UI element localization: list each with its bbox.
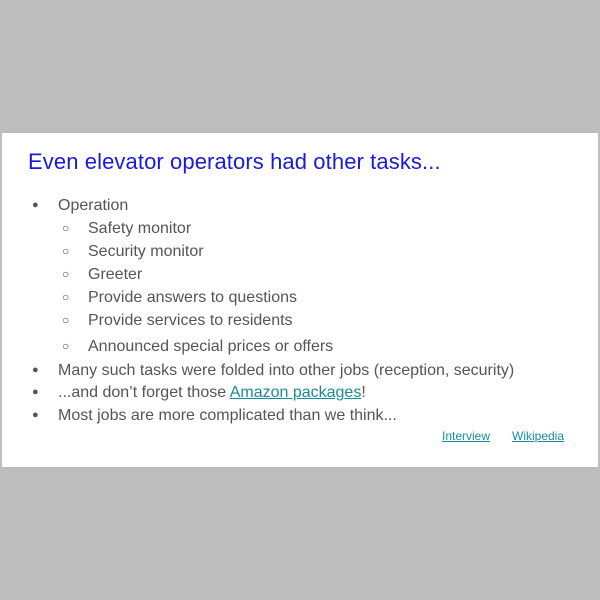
interview-link[interactable]: Interview (442, 429, 491, 443)
sub-item-safety-monitor (62, 220, 191, 238)
bullet-text: Many such tasks were folded into other jobs (reception, security) (58, 362, 515, 379)
sub-item-special-prices (62, 338, 333, 356)
hollow-bullet-icon: ○ (62, 313, 70, 327)
bullet-item-operation (32, 197, 128, 215)
bullet-icon: ● (32, 364, 39, 376)
sub-item-greeter (62, 266, 142, 284)
bullet-icon: ● (32, 199, 39, 211)
sub-item-answers (62, 289, 297, 307)
bullet-icon: ● (32, 386, 39, 398)
bullet-text: Most jobs are more complicated than we think... (58, 407, 397, 424)
bullet-icon: ● (32, 409, 39, 421)
hollow-bullet-icon: ○ (62, 290, 70, 304)
sub-item-text: Safety monitor (88, 220, 192, 237)
hollow-bullet-icon: ○ (62, 221, 70, 235)
hollow-bullet-icon: ○ (62, 244, 70, 258)
hollow-bullet-icon: ○ (62, 267, 70, 281)
bullet-text-before-link: ...and don’t forget those (58, 384, 230, 401)
sub-item-text: Greeter (88, 266, 143, 283)
slide-title: Even elevator operators had other tasks... (28, 149, 441, 174)
sub-item-services (62, 312, 293, 330)
slide (2, 133, 598, 467)
sub-item-text: Provide services to residents (88, 312, 293, 329)
sub-item-text: Provide answers to questions (88, 289, 297, 306)
amazon-packages-link[interactable]: Amazon packages (229, 384, 362, 401)
sub-item-text: Announced special prices or offers (88, 338, 334, 355)
bullet-item-amazon (32, 384, 366, 402)
sub-item-text: Security monitor (88, 243, 204, 260)
hollow-bullet-icon: ○ (62, 339, 70, 353)
bullet-item-folded-tasks (32, 362, 514, 380)
sub-item-security-monitor (62, 243, 204, 261)
bullet-item-complicated-jobs (32, 407, 397, 425)
bullet-text-after-link: ! (361, 384, 366, 401)
wikipedia-link[interactable]: Wikipedia (512, 429, 565, 443)
bullet-text: Operation (58, 197, 129, 214)
